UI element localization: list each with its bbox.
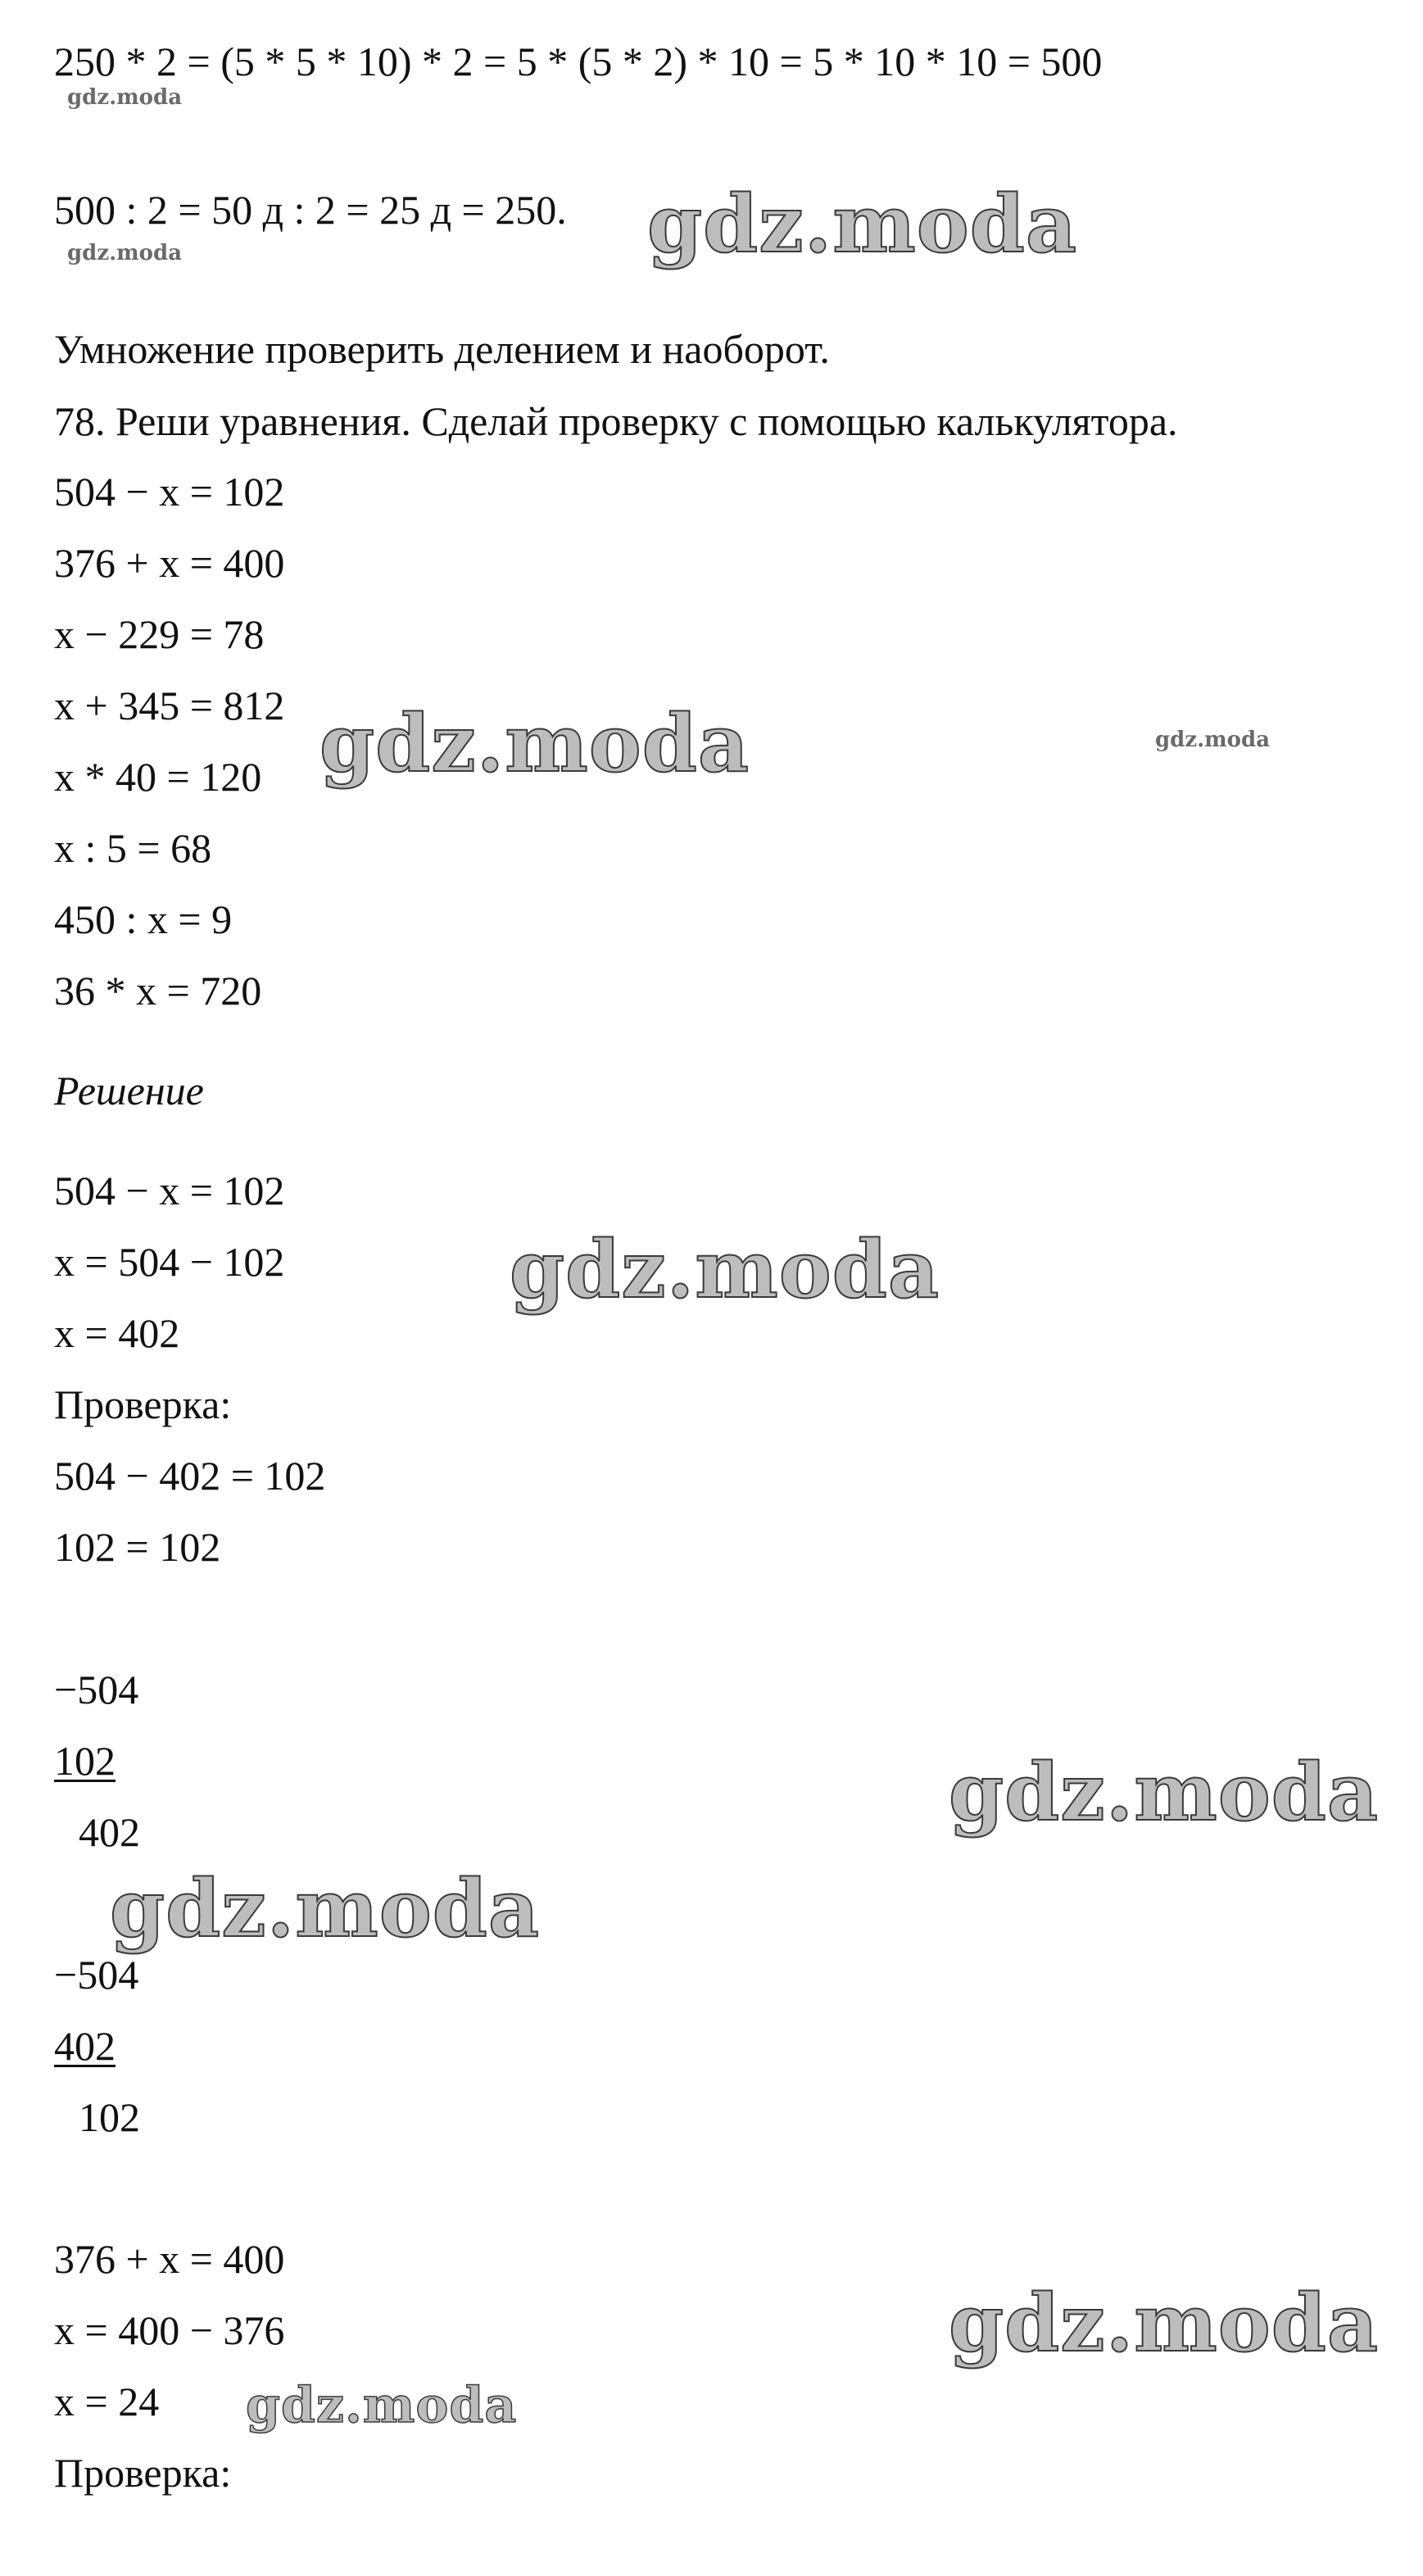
equation: 504 − 402 = 102	[54, 1453, 326, 1499]
watermark-logo: gdz.moda	[949, 1746, 1380, 1839]
column-minuend: −504	[54, 1667, 139, 1712]
column-subtrahend: 402	[54, 2023, 116, 2069]
equation: x = 402	[54, 1310, 180, 1356]
equation: 504 − x = 102	[54, 469, 285, 515]
equation: x = 504 − 102	[54, 1239, 285, 1285]
equation: x : 5 = 68	[54, 825, 212, 871]
column-subtrahend: 102	[54, 1738, 116, 1784]
watermark-logo: gdz.moda	[67, 85, 183, 110]
watermark-logo: gdz.moda	[647, 178, 1078, 270]
column-result: 102	[79, 2094, 140, 2140]
equation: x * 40 = 120	[54, 754, 262, 800]
check-label: Проверка:	[54, 2450, 232, 2496]
watermark-logo: gdz.moda	[246, 2377, 518, 2434]
watermark-logo: gdz.moda	[110, 1862, 541, 1955]
equation: x = 400 − 376	[54, 2307, 285, 2353]
equation: 376 + x = 400	[54, 2236, 285, 2282]
equation: 102 = 102	[54, 1524, 221, 1570]
equation: 36 * x = 720	[54, 968, 262, 1014]
column-minuend: −504	[54, 1952, 139, 1998]
watermark-logo: gdz.moda	[1155, 728, 1271, 752]
equation: 450 : x = 9	[54, 896, 233, 942]
solution-heading: Решение	[54, 1068, 204, 1113]
equation: x = 24	[54, 2379, 160, 2424]
text-line: 250 * 2 = (5 * 5 * 10) * 2 = 5 * (5 * 2) * 10 = 5 * 10 * 10 = 500	[54, 39, 1103, 84]
equation: x + 345 = 812	[54, 683, 285, 728]
equation: 376 + x = 400	[54, 540, 285, 586]
text-line: 500 : 2 = 50 д : 2 = 25 д = 250.	[54, 187, 567, 233]
watermark-logo: gdz.moda	[319, 697, 750, 790]
watermark-logo: gdz.moda	[510, 1223, 940, 1316]
check-label: Проверка:	[54, 1381, 232, 1427]
text-line: Умножение проверить делением и наоборот.	[54, 326, 830, 372]
equation: x − 229 = 78	[54, 611, 265, 657]
watermark-logo: gdz.moda	[67, 241, 183, 265]
watermark-logo: gdz.moda	[949, 2277, 1380, 2370]
column-result: 402	[79, 1809, 140, 1855]
text-line: 78. Реши уравнения. Сделай проверку с помощью калькулятора.	[54, 398, 1178, 444]
equation: 504 − x = 102	[54, 1168, 285, 1213]
